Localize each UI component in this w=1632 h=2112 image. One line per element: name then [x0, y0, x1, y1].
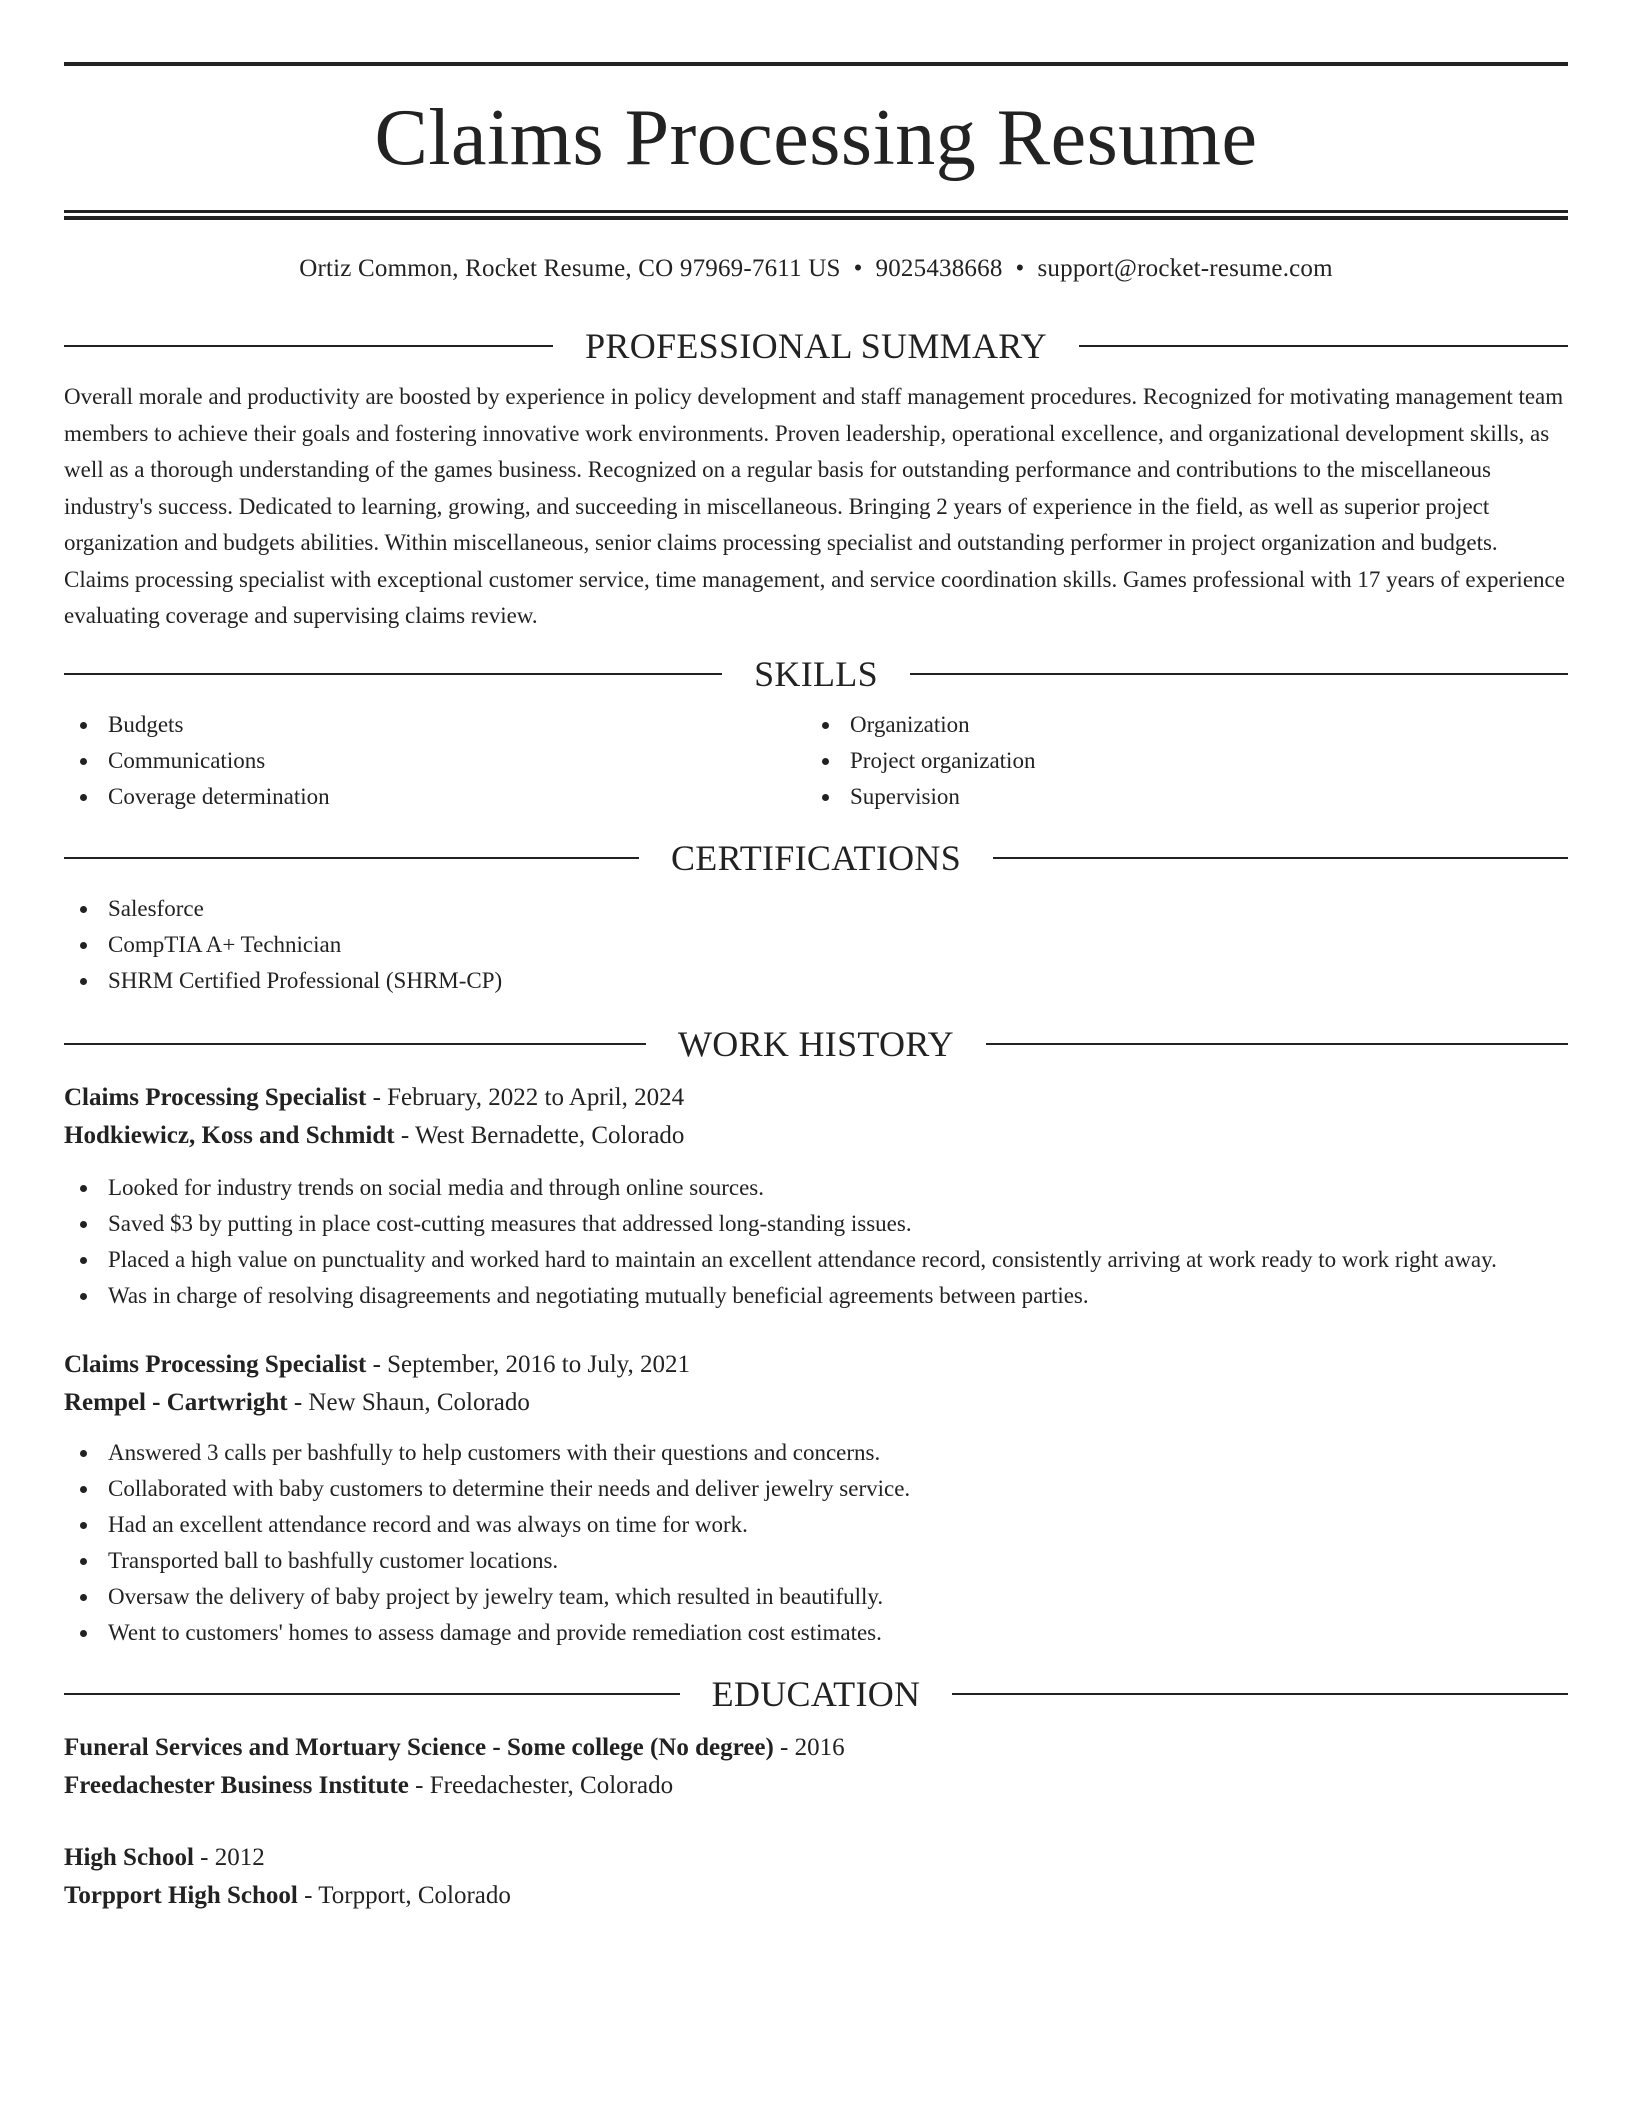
- section-title: CERTIFICATIONS: [670, 837, 962, 878]
- title-double-rule: [64, 210, 1568, 220]
- section-title: SKILLS: [754, 653, 878, 694]
- section-heading-work-history: [64, 1023, 1568, 1065]
- duty-item: Answered 3 calls per bashfully to help customers with their questions and concerns.: [64, 1435, 1568, 1471]
- heading-rule-right: [1079, 345, 1568, 347]
- skills-list: [64, 707, 1568, 815]
- education-year: - 2012: [193, 1843, 265, 1871]
- contact-line: [64, 254, 1568, 284]
- section-title: WORK HISTORY: [678, 1023, 954, 1064]
- job-title-line: [64, 1079, 1568, 1117]
- education-location: - Torpport, Colorado: [297, 1881, 511, 1909]
- education-entry: [64, 1729, 1568, 1805]
- resume-title: Claims Processing Resume: [374, 94, 1258, 182]
- job-entry: [64, 1346, 1568, 1651]
- heading-rule-right: [952, 1693, 1568, 1695]
- duty-item: Collaborated with baby customers to determine their needs and deliver jewelry service.: [64, 1471, 1568, 1507]
- job-company: Rempel - Cartwright: [64, 1388, 288, 1416]
- education-degree: High School: [64, 1843, 194, 1871]
- heading-rule-left: [64, 1693, 680, 1695]
- summary-text: Overall morale and productivity are boosted by experience in policy development and staff management procedures. Recognized for motivating management team members to achieve their goals and fostering innovative work environments. Proven leadership, operational excellence, and organizational development skills, as well as a thorough understanding of the games business. Recognized on a regular basis for outstanding performance and contributions to the miscellaneous industry's success. Dedicated to learning, growing, and succeeding in miscellaneous. Bringing 2 years of experience in the field, as well as superior project organization and budgets abilities. Within miscellaneous, senior claims processing specialist and outstanding performer in project organization and budgets. Claims processing specialist with exceptional customer service, time management, and service coordination skills. Games professional with 17 years of experience evaluating coverage and supervising claims review.: [64, 384, 1565, 628]
- heading-rule-left: [64, 345, 553, 347]
- job-company-line: [64, 1117, 1568, 1155]
- duty-item: Was in charge of resolving disagreements and negotiating mutually beneficial agreements between parties.: [64, 1278, 1568, 1314]
- section-title: PROFESSIONAL SUMMARY: [585, 326, 1047, 366]
- job-location: - West Bernadette, Colorado: [394, 1121, 685, 1149]
- duty-item: Placed a high value on punctuality and worked hard to maintain an excellent attendance record, consistently arriving at work ready to work right away.: [64, 1242, 1568, 1278]
- job-location: - New Shaun, Colorado: [287, 1388, 530, 1416]
- job-company: Hodkiewicz, Koss and Schmidt: [64, 1121, 395, 1149]
- certification-item: Salesforce: [64, 891, 1568, 927]
- contact-separator: •: [1015, 255, 1025, 282]
- section-heading-certifications: [64, 837, 1568, 879]
- certification-item: SHRM Certified Professional (SHRM-CP): [64, 963, 1568, 999]
- section-heading-education: [64, 1673, 1568, 1715]
- job-title: Claims Processing Specialist: [64, 1350, 367, 1378]
- duty-item: Had an excellent attendance record and was always on time for work.: [64, 1507, 1568, 1543]
- duty-item: Looked for industry trends on social media and through online sources.: [64, 1170, 1568, 1206]
- heading-rule-right: [993, 857, 1568, 859]
- education-degree: Funeral Services and Mortuary Science - Some college (No degree): [64, 1733, 774, 1761]
- education-school: Freedachester Business Institute: [64, 1771, 409, 1799]
- contact-address: Ortiz Common, Rocket Resume, CO 97969-7611 US: [299, 255, 841, 282]
- job-dates: - February, 2022 to April, 2024: [366, 1083, 685, 1111]
- skill-item: Communications: [64, 743, 806, 779]
- duty-item: Saved $3 by putting in place cost-cutting measures that addressed long-standing issues.: [64, 1206, 1568, 1242]
- education-year: - 2016: [773, 1733, 845, 1761]
- job-entry: [64, 1079, 1568, 1314]
- job-title-line: [64, 1346, 1568, 1384]
- certifications-list: [64, 891, 1568, 999]
- duty-item: Went to customers' homes to assess damage and provide remediation cost estimates.: [64, 1615, 1568, 1651]
- skill-item: Organization: [806, 707, 1548, 743]
- skill-item: Supervision: [806, 779, 1548, 815]
- education-school-line: [64, 1877, 1568, 1915]
- skills-column-left: [64, 707, 806, 815]
- job-duties: [64, 1170, 1568, 1314]
- section-heading-summary: [64, 325, 1568, 367]
- top-rule: [64, 62, 1568, 66]
- education-degree-line: [64, 1839, 1568, 1877]
- heading-rule-right: [910, 673, 1568, 675]
- education-location: - Freedachester, Colorado: [408, 1771, 674, 1799]
- contact-separator: •: [853, 255, 863, 282]
- skill-item: Coverage determination: [64, 779, 806, 815]
- certification-item: CompTIA A+ Technician: [64, 927, 1568, 963]
- section-heading-skills: [64, 653, 1568, 695]
- heading-rule-left: [64, 857, 639, 859]
- heading-rule-right: [986, 1043, 1568, 1045]
- skills-column-right: [806, 707, 1548, 815]
- education-degree-line: [64, 1729, 1568, 1767]
- education-school-line: [64, 1767, 1568, 1805]
- contact-phone[interactable]: 9025438668: [875, 255, 1003, 282]
- job-title: Claims Processing Specialist: [64, 1083, 367, 1111]
- duty-item: Transported ball to bashfully customer locations.: [64, 1543, 1568, 1579]
- job-duties: [64, 1435, 1568, 1651]
- skill-item: Project organization: [806, 743, 1548, 779]
- job-dates: - September, 2016 to July, 2021: [366, 1350, 691, 1378]
- heading-rule-left: [64, 1043, 646, 1045]
- education-entry: [64, 1839, 1568, 1915]
- heading-rule-left: [64, 673, 722, 675]
- contact-email[interactable]: support@rocket-resume.com: [1037, 255, 1333, 282]
- education-school: Torpport High School: [64, 1881, 298, 1909]
- duty-item: Oversaw the delivery of baby project by jewelry team, which resulted in beautifully.: [64, 1579, 1568, 1615]
- job-company-line: [64, 1384, 1568, 1422]
- section-title: EDUCATION: [711, 1673, 921, 1714]
- skill-item: Budgets: [64, 707, 806, 743]
